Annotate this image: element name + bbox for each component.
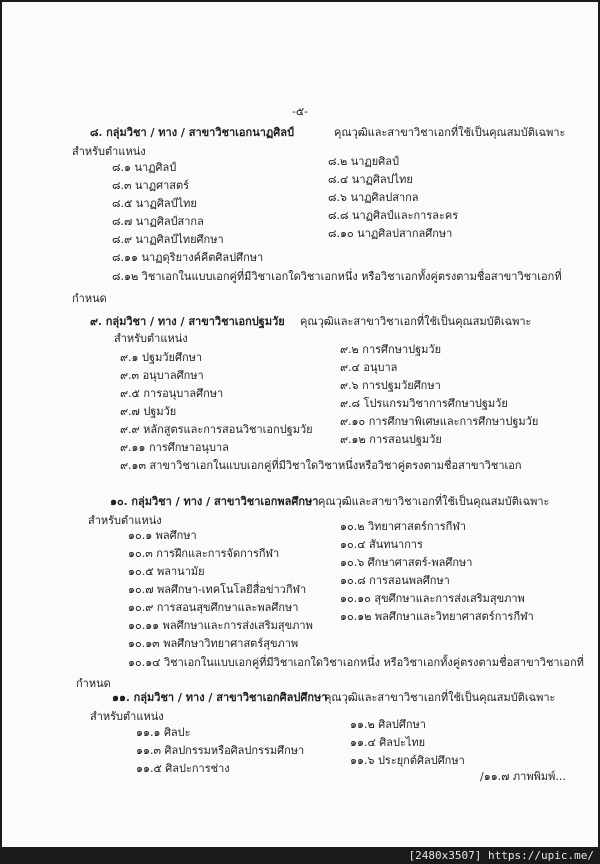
section-qualifier: คุณวุฒิและสาขาวิชาเอกที่ใช้เป็นคุณสมบัติเฉพาะ — [334, 126, 566, 139]
list-item: ๙.๑๒ การสอนปฐมวัย — [340, 433, 442, 446]
list-item: ๑๐.๙ การสอนสุขศึกษาและพลศึกษา — [128, 601, 299, 614]
list-item: ๑๑.๒ ศิลปศึกษา — [350, 718, 426, 731]
list-item: ๙.๙ หลักสูตรและการสอนวิชาเอกปฐมวัย — [120, 423, 313, 436]
list-item: ๙.๘ โปรแกรมวิชาการศึกษาปฐมวัย — [340, 397, 508, 410]
list-item: ๑๐.๑๒ พลศึกษาและวิทยาศาสตร์การกีฬา — [340, 610, 534, 623]
section-qualifier: คุณวุฒิและสาขาวิชาเอกที่ใช้เป็นคุณสมบัติเฉพาะ — [300, 315, 532, 328]
list-item: ๑๐.๔ สันทนาการ — [340, 538, 423, 551]
list-item: ๑๑.๕ ศิลปะการช่าง — [136, 762, 230, 775]
list-item: ๑๑.๔ ศิลปะไทย — [350, 736, 426, 749]
list-item: ๘.๕ นาฏศิลป์ไทย — [112, 197, 197, 210]
list-item: ๙.๖ การปฐมวัยศึกษา — [340, 379, 441, 392]
list-item: ๙.๒ การศึกษาปฐมวัย — [340, 343, 442, 356]
list-item: ๙.๑๐ การศึกษาพิเศษและการศึกษาปฐมวัย — [340, 415, 539, 428]
for-position-label: สำหรับตำแหน่ง — [90, 710, 164, 723]
list-item: ๘.๔ นาฏศิลปไทย — [328, 173, 413, 186]
list-item: ๘.๖ นาฏศิลปสากล — [328, 191, 419, 204]
list-item: ๑๐.๒ วิทยาศาสตร์การกีฬา — [340, 520, 467, 533]
final-item: ๑๐.๑๔ วิชาเอกในแบบเอกคู่ที่มีวิชาเอกใดวิชาเอกหนึ่ง หรือวิชาเอกทั้งคู่ตรงตามชื่อสาขาวิชาเอกที่ — [128, 656, 584, 669]
list-item: ๑๐.๑๐ สุขศึกษาและการส่งเสริมสุขภาพ — [340, 592, 525, 605]
list-item: ๑๐.๑๑ พลศึกษาและการส่งเสริมสุขภาพ — [128, 619, 313, 632]
for-position-label: สำหรับตำแหน่ง — [72, 145, 146, 158]
section-heading: ๘. กลุ่มวิชา / ทาง / สาขาวิชาเอกนาฏศิลป์ — [90, 126, 294, 139]
section-heading: ๙. กลุ่มวิชา / ทาง / สาขาวิชาเอกปฐมวัย — [90, 315, 285, 328]
list-item: ๘.๙ นาฏศิลป์ไทยศึกษา — [112, 233, 224, 246]
list-item: ๘.๒ นาฏยศิลป์ — [328, 155, 399, 168]
image-caption-bar — [0, 848, 600, 864]
list-item: ๑๑.๓ ศิลปกรรมหรือศิลปกรรมศึกษา — [136, 744, 305, 757]
section-qualifier: คุณวุฒิและสาขาวิชาเอกที่ใช้เป็นคุณสมบัติเฉพาะ — [318, 495, 550, 508]
list-item: ๑๐.๘ การสอนพลศึกษา — [340, 574, 450, 587]
section-heading: ๑๐. กลุ่มวิชา / ทาง / สาขาวิชาเอกพลศึกษา — [110, 495, 319, 508]
list-item: ๘.๑๐ นาฏศิลปสากลศึกษา — [328, 227, 453, 240]
list-item: ๘.๗ นาฏศิลป์สากล — [112, 215, 204, 228]
list-item: ๙.๓ อนุบาลศึกษา — [120, 369, 204, 382]
section-heading: ๑๑. กลุ่มวิชา / ทาง / สาขาวิชาเอกศิลปศึกษา — [112, 691, 328, 704]
section-qualifier: คุณวุฒิและสาขาวิชาเอกที่ใช้เป็นคุณสมบัติเฉพาะ — [324, 691, 556, 704]
list-item: ๑๑.๖ ประยุกต์ศิลปศึกษา — [350, 754, 465, 767]
image-caption: [2480x3507] https://upic.me/ — [408, 849, 594, 862]
for-position-label: สำหรับตำแหน่ง — [88, 514, 162, 527]
list-item: ๑๐.๕ พลานามัย — [128, 565, 205, 578]
list-item: ๑๐.๖ ศึกษาศาสตร์-พลศึกษา — [340, 556, 473, 569]
list-item: ๙.๑ ปฐมวัยศึกษา — [120, 351, 203, 364]
final-item-cont: กำหนด — [76, 677, 111, 690]
continuation-text: /๑๑.๗ ภาพพิมพ์... — [480, 770, 566, 783]
list-item: ๙.๔ อนุบาล — [340, 361, 398, 374]
list-item: ๑๐.๗ พลศึกษา-เทคโนโลยีสื่อข่าวกีฬา — [128, 583, 307, 596]
list-item: ๘.๘ นาฏศิลป์และการละคร — [328, 209, 459, 222]
final-item-cont: กำหนด — [72, 292, 107, 305]
list-item: ๑๐.๑ พลศึกษา — [128, 529, 197, 542]
list-item: ๘.๓ นาฏศาสตร์ — [112, 179, 190, 192]
list-item: ๘.๑๑ นาฏดุริยางค์คีตศิลปศึกษา — [112, 251, 264, 264]
list-item: ๑๐.๑๓ พลศึกษาวิทยาศาสตร์สุขภาพ — [128, 637, 299, 650]
final-item: ๘.๑๒ วิชาเอกในแบบเอกคู่ที่มีวิชาเอกใดวิชาเอกหนึ่ง หรือวิชาเอกทั้งคู่ตรงตามชื่อสาขาวิชาเอกที่ — [112, 270, 562, 283]
list-item: ๘.๑ นาฏศิลป์ — [112, 161, 177, 174]
list-item: ๙.๕ การอนุบาลศึกษา — [120, 387, 224, 400]
list-item: ๑๐.๓ การฝึกและการจัดการกีฬา — [128, 547, 280, 560]
final-item: ๙.๑๓ สาขาวิชาเอกในแบบเอกคู่ที่มีวิชาใดวิชาหนึ่งหรือวิชาคู่ตรงตามชื่อสาขาวิชาเอก — [120, 459, 522, 472]
list-item: ๙.๗ ปฐมวัย — [120, 405, 177, 418]
page-number: -๕- — [292, 105, 308, 118]
document-page — [2, 2, 598, 847]
list-item: ๑๑.๑ ศิลปะ — [136, 726, 191, 739]
list-item: ๙.๑๑ การศึกษาอนุบาล — [120, 441, 229, 454]
for-position-label: สำหรับตำแหน่ง — [114, 332, 188, 345]
